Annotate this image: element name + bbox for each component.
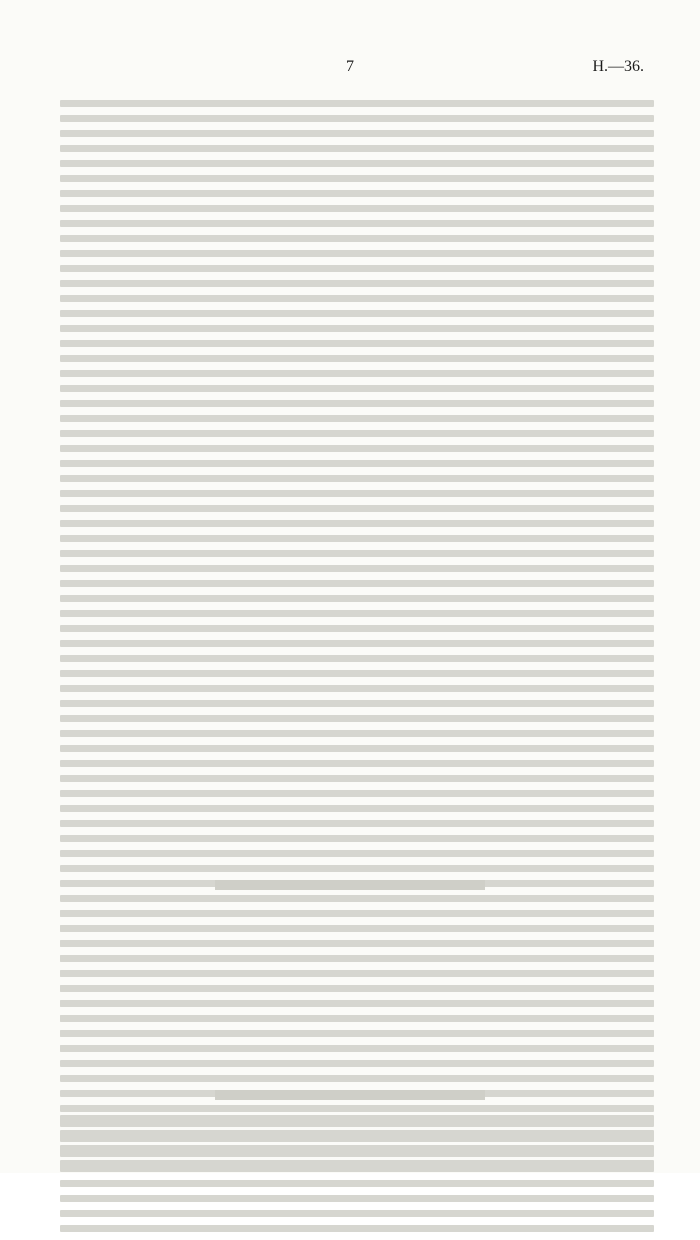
page-number: 7 bbox=[346, 58, 354, 75]
letter-text-placeholder-a bbox=[60, 910, 654, 1060]
document-code: H.—36. bbox=[592, 58, 644, 75]
letter-text-placeholder-b bbox=[60, 1115, 654, 1175]
subheading-placeholder-b bbox=[0, 1090, 700, 1100]
subheading-placeholder-a bbox=[0, 880, 700, 890]
body-text-placeholder bbox=[60, 100, 654, 1240]
